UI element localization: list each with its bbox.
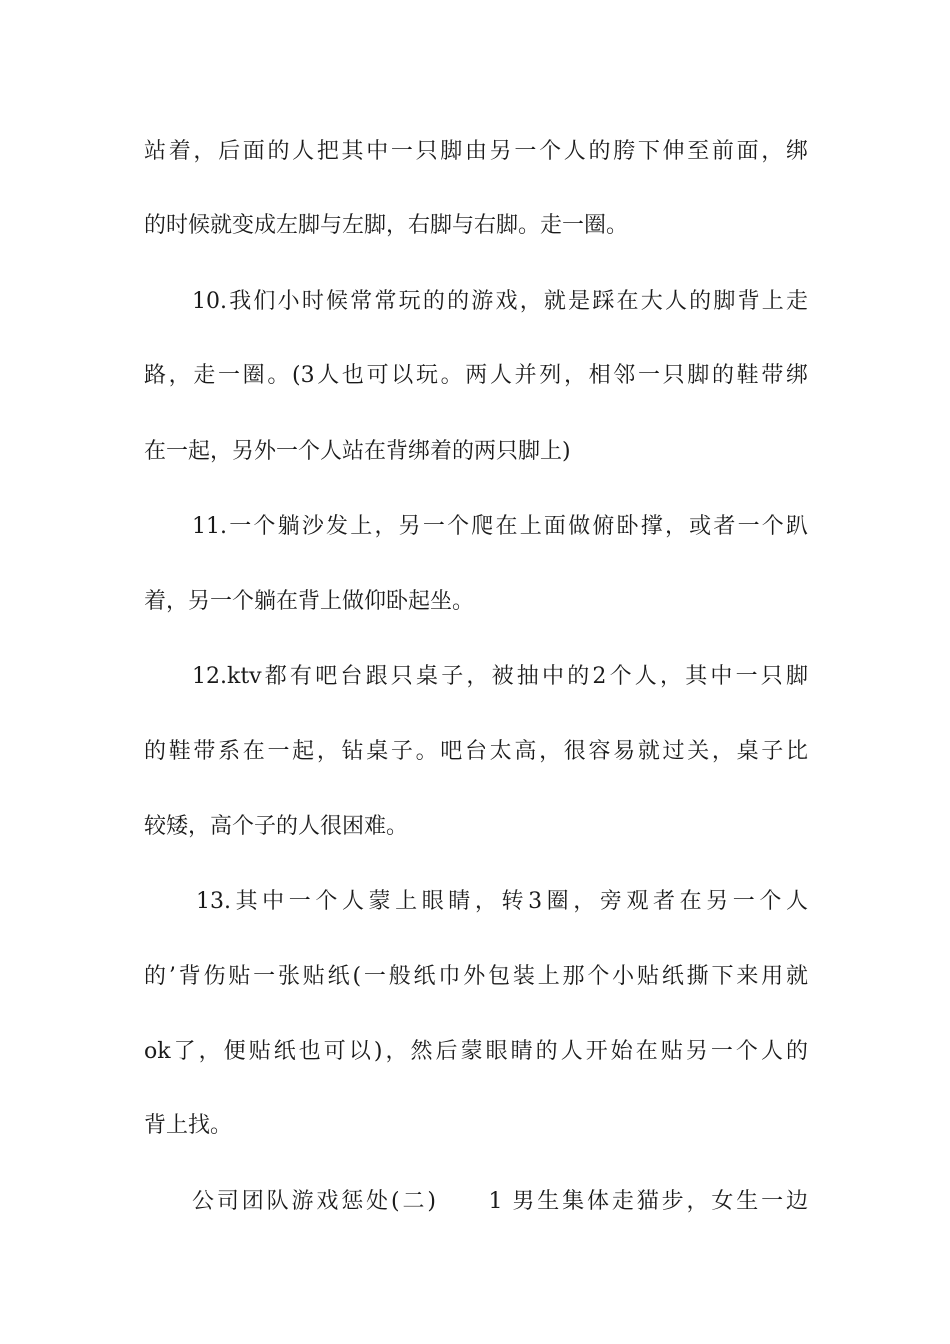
text-line: 着，另一个躺在背上做仰卧起坐。	[144, 589, 475, 614]
text-line: ok了，便贴纸也可以)，然后蒙眼睛的人开始在贴另一个人的	[144, 1039, 808, 1064]
text-line: 的时候就变成左脚与左脚，右脚与右脚。走一圈。	[144, 213, 629, 238]
text-line: 公司团队游戏惩处(二) 1 男生集体走猫步，女生一边	[192, 1189, 808, 1214]
text-line: 11.一个躺沙发上，另一个爬在上面做俯卧撑，或者一个趴	[192, 514, 808, 539]
text-line: 较矮，高个子的人很困难。	[144, 814, 409, 839]
text-line: 路，走一圈。(3人也可以玩。两人并列，相邻一只脚的鞋带绑	[144, 363, 808, 388]
text-line: 12.ktv都有吧台跟只桌子，被抽中的2个人，其中一只脚	[192, 664, 808, 689]
text-line: 10.我们小时候常常玩的的游戏，就是踩在大人的脚背上走	[192, 289, 808, 314]
text-line: 13.其中一个人蒙上眼睛，转3圈，旁观者在另一个人	[196, 889, 808, 914]
text-line: 在一起，另外一个人站在背绑着的两只脚上)	[144, 439, 571, 464]
text-line: 的鞋带系在一起，钻桌子。吧台太高，很容易就过关，桌子比	[144, 739, 808, 764]
text-line: 背上找。	[144, 1113, 233, 1138]
text-line: 站着，后面的人把其中一只脚由另一个人的胯下伸至前面，绑	[144, 139, 808, 164]
text-line: 的’背伤贴一张贴纸(一般纸巾外包装上那个小贴纸撕下来用就	[144, 964, 808, 989]
